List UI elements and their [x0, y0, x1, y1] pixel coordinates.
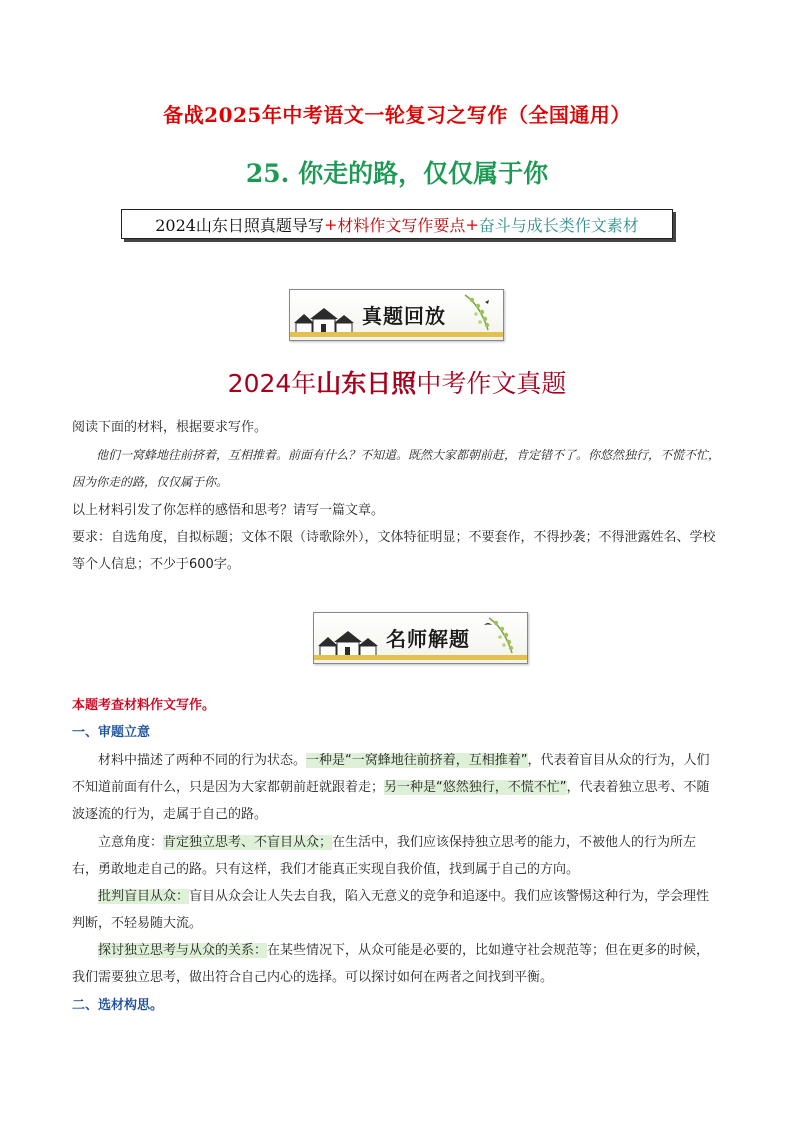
analysis-paragraph-4 — [72, 937, 722, 991]
p3-highlight: 批判盲目从众： — [98, 889, 190, 904]
analysis-paragraph-1 — [72, 747, 722, 828]
badge-ground-strip — [314, 655, 527, 660]
exam-material: 他们一窝蜂地往前挤着，互相推着。前面有什么？不知道。既然大家都朝前赶，肯定错不了。你悠然独行，不慌不忙，因为你走的路，仅仅属于你。 — [72, 448, 721, 489]
banner-plus-1: + — [323, 214, 338, 234]
p2-text: 在生活中，我们应该保持独立思考的能力，不被他人的行为所左右，勇敢地走自己的路。只有这样，我们才能真正实现自我价值，找到属于自己的方向。 — [72, 835, 697, 877]
analysis-intro: 本题考查材料作文写作。 — [72, 698, 216, 713]
p1-text-b: ，代表着盲目从众的行为，人们不知道前面有什么，只是因为大家都朝前赶就跟着走； — [72, 753, 710, 795]
banner-part-2: 材料作文写作要点 — [337, 215, 466, 235]
exam-heading — [0, 364, 794, 400]
exam-review-badge — [289, 289, 504, 341]
p1-highlight-2: 另一种是“悠然独行，不慌不忙” — [384, 780, 567, 795]
exam-requirement: 要求：自选角度，自拟标题；文体不限（诗歌除外），文体特征明显；不要套作，不得抄袭；不得泄露姓名、学校等个人信息；不少于600字。 — [72, 530, 716, 572]
p4-highlight: 探讨独立思考与从众的关系： — [98, 943, 268, 958]
topic-banner — [121, 209, 673, 239]
p4-text: 在某些情况下，从众可能是必要的，比如遵守社会规范等；但在更多的时候，我们需要独立思考，做出符合自己内心的选择。可以探讨如何在两者之间找到平衡。 — [72, 943, 710, 985]
badge-ground-strip — [290, 332, 503, 337]
p1-text-a: 材料中描述了两种不同的行为状态。 — [98, 753, 307, 768]
exam-review-label: 真题回放 — [362, 304, 446, 328]
exam-instruction: 阅读下面的材料，根据要求写作。 — [72, 420, 268, 435]
document-main-title: 备战2025年中考语文一轮复习之写作（全国通用） — [163, 103, 631, 127]
p1-text-c: ，代表着独立思考、不随波逐流的行为，走属于自己的路。 — [72, 780, 710, 822]
analysis-paragraph-3 — [72, 883, 722, 937]
p3-text: 盲目从众会让人失去自我，陷入无意义的竞争和追逐中。我们应该警惕这种行为，学会理性判断，不轻易随大流。 — [72, 889, 710, 931]
banner-plus-2: + — [465, 214, 479, 234]
exam-prompt: 以上材料引发了你怎样的感悟和思考？请写一篇文章。 — [72, 503, 385, 518]
teacher-analysis-label: 名师解题 — [386, 627, 470, 651]
p2-label: 立意角度： — [98, 835, 164, 850]
section-2-title: 二、选材构思。 — [72, 998, 164, 1013]
exam-heading-place: 山东日照 — [316, 369, 417, 398]
p2-highlight: 肯定独立思考、不盲目从众； — [163, 835, 333, 850]
banner-part-1: 2024山东日照真题导写 — [155, 215, 324, 235]
document-sub-title: 25. 你走的路，仅仅属于你 — [245, 159, 549, 188]
p1-highlight-1: 一种是“一窝蜂地往前挤着，互相推着” — [306, 753, 528, 768]
analysis-paragraph-2 — [72, 829, 722, 883]
exam-heading-year: 2024年 — [227, 369, 317, 398]
exam-heading-suffix: 中考作文真题 — [416, 369, 567, 398]
teacher-analysis-badge — [313, 612, 528, 664]
banner-part-3: 奋斗与成长类作文素材 — [478, 215, 639, 235]
section-1-title: 一、审题立意 — [72, 725, 151, 740]
